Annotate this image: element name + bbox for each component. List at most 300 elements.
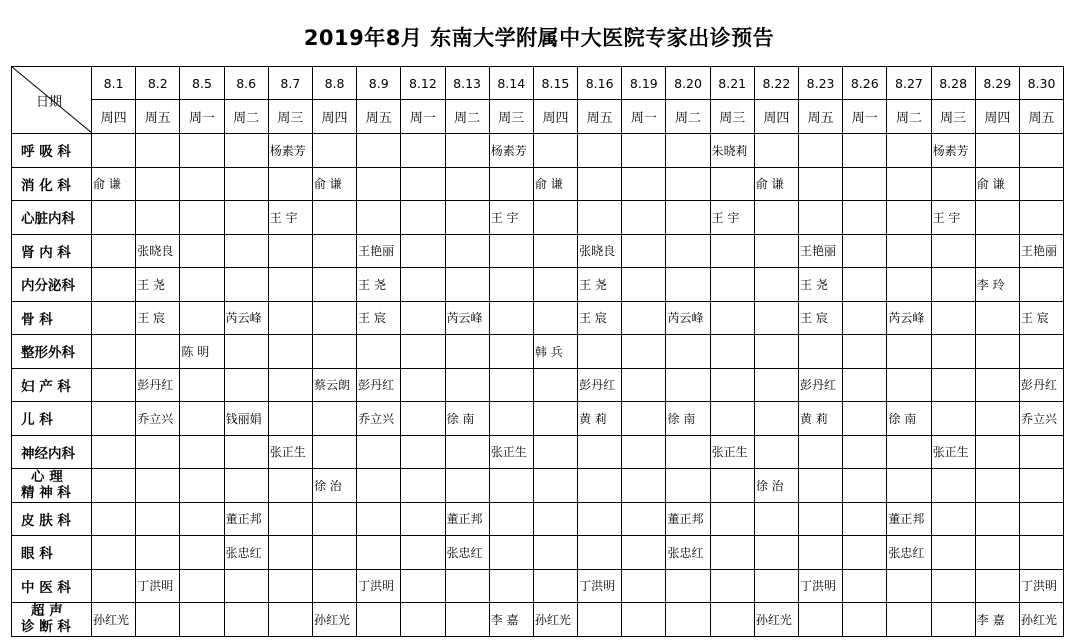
- schedule-cell: [666, 435, 710, 469]
- schedule-cell: [180, 335, 224, 369]
- doctor-name: 俞 谦: [976, 177, 1005, 192]
- department-name: 呼 吸 科: [12, 134, 92, 168]
- schedule-cell: [224, 134, 268, 168]
- schedule-cell: [799, 335, 843, 369]
- date-cell: 8.19: [622, 67, 666, 100]
- schedule-cell: [224, 167, 268, 201]
- schedule-cell: [92, 234, 136, 268]
- schedule-cell: [754, 268, 798, 302]
- schedule-cell: [887, 167, 931, 201]
- schedule-cell: [666, 201, 710, 235]
- schedule-cell: [931, 134, 975, 168]
- schedule-cell: [489, 301, 533, 335]
- schedule-cell: [666, 234, 710, 268]
- schedule-cell: [224, 469, 268, 503]
- schedule-cell: [224, 335, 268, 369]
- schedule-cell: [312, 335, 356, 369]
- doctor-name: 蔡云朗: [313, 378, 350, 393]
- doctor-name: 乔立兴: [1020, 411, 1057, 426]
- schedule-cell: [268, 234, 312, 268]
- schedule-cell: [710, 167, 754, 201]
- schedule-cell: [401, 402, 445, 436]
- schedule-cell: [754, 402, 798, 436]
- schedule-cell: [710, 368, 754, 402]
- doctor-name: 丁洪明: [800, 579, 837, 594]
- date-cell: 8.20: [666, 67, 710, 100]
- doctor-name: 俞 谦: [755, 177, 784, 192]
- weekday-cell: 周五: [799, 100, 843, 134]
- schedule-cell: [578, 536, 622, 570]
- schedule-cell: [357, 502, 401, 536]
- schedule-cell: [578, 368, 622, 402]
- weekday-header-row: [12, 100, 1064, 134]
- schedule-cell: [710, 134, 754, 168]
- doctor-name: 董正邦: [888, 512, 925, 527]
- schedule-cell: [622, 335, 666, 369]
- weekday-cell: 周三: [710, 100, 754, 134]
- schedule-cell: [401, 167, 445, 201]
- schedule-cell: [622, 469, 666, 503]
- schedule-cell: [401, 536, 445, 570]
- schedule-cell: [975, 134, 1019, 168]
- date-cell: 8.13: [445, 67, 489, 100]
- schedule-cell: [931, 167, 975, 201]
- schedule-cell: [754, 502, 798, 536]
- schedule-table: [11, 66, 1064, 637]
- schedule-cell: [136, 301, 180, 335]
- schedule-cell: [931, 469, 975, 503]
- schedule-cell: [754, 301, 798, 335]
- schedule-cell: [622, 536, 666, 570]
- schedule-cell: [754, 368, 798, 402]
- schedule-cell: [754, 569, 798, 603]
- doctor-name: 张忠红: [888, 545, 925, 560]
- schedule-cell: [312, 435, 356, 469]
- weekday-cell: 周三: [931, 100, 975, 134]
- weekday-cell: 周五: [578, 100, 622, 134]
- weekday-cell: 周一: [843, 100, 887, 134]
- schedule-cell: [887, 368, 931, 402]
- doctor-name: 王 尧: [137, 277, 166, 292]
- schedule-cell: [666, 603, 710, 637]
- schedule-cell: [666, 368, 710, 402]
- schedule-cell: [312, 536, 356, 570]
- schedule-cell: [799, 502, 843, 536]
- schedule-cell: [136, 536, 180, 570]
- schedule-cell: [224, 368, 268, 402]
- schedule-cell: [136, 368, 180, 402]
- schedule-cell: [710, 301, 754, 335]
- schedule-cell: [180, 536, 224, 570]
- schedule-cell: [401, 435, 445, 469]
- schedule-cell: [799, 402, 843, 436]
- doctor-name: 王 宇: [490, 210, 519, 225]
- schedule-cell: [401, 134, 445, 168]
- schedule-cell: [931, 402, 975, 436]
- schedule-cell: [887, 201, 931, 235]
- schedule-cell: [975, 536, 1019, 570]
- doctor-name: 徐 南: [446, 411, 475, 426]
- doctor-name: 王 尧: [800, 277, 828, 292]
- schedule-cell: [887, 301, 931, 335]
- schedule-cell: [887, 268, 931, 302]
- schedule-cell: [843, 201, 887, 235]
- schedule-cell: [401, 502, 445, 536]
- doctor-name: 黄 莉: [800, 411, 828, 426]
- schedule-cell: [843, 268, 887, 302]
- schedule-cell: [180, 469, 224, 503]
- doctor-name: 黄 莉: [579, 411, 607, 426]
- schedule-cell: [799, 569, 843, 603]
- doctor-name: 张正生: [269, 445, 306, 460]
- doctor-name: 丁洪明: [1020, 579, 1057, 594]
- schedule-cell: [710, 603, 754, 637]
- schedule-cell: [799, 603, 843, 637]
- schedule-cell: [666, 301, 710, 335]
- date-cell: 8.8: [312, 67, 356, 100]
- department-name: 心脏内科: [12, 201, 92, 235]
- weekday-cell: 周四: [312, 100, 356, 134]
- schedule-cell: [489, 435, 533, 469]
- doctor-name: 徐 南: [888, 411, 917, 426]
- schedule-cell: [622, 368, 666, 402]
- schedule-cell: [533, 603, 577, 637]
- schedule-cell: [312, 201, 356, 235]
- schedule-cell: [180, 201, 224, 235]
- schedule-cell: [445, 167, 489, 201]
- schedule-cell: [799, 368, 843, 402]
- doctor-name: 李 嘉: [490, 612, 519, 627]
- department-name-line: 精 神 科: [21, 485, 71, 502]
- schedule-cell: [799, 167, 843, 201]
- schedule-cell: [931, 268, 975, 302]
- schedule-cell: [312, 234, 356, 268]
- department-name: [12, 603, 92, 637]
- schedule-cell: [180, 134, 224, 168]
- schedule-cell: [533, 268, 577, 302]
- schedule-cell: [931, 502, 975, 536]
- schedule-cell: [533, 134, 577, 168]
- schedule-cell: [489, 134, 533, 168]
- doctor-name: 丁洪明: [579, 579, 616, 594]
- schedule-cell: [445, 502, 489, 536]
- schedule-cell: [578, 402, 622, 436]
- schedule-cell: [710, 335, 754, 369]
- schedule-cell: [136, 201, 180, 235]
- department-name: 内分泌科: [12, 268, 92, 302]
- schedule-cell: [931, 234, 975, 268]
- schedule-cell: [666, 536, 710, 570]
- schedule-cell: [92, 402, 136, 436]
- schedule-cell: [268, 268, 312, 302]
- schedule-cell: [887, 134, 931, 168]
- schedule-cell: [401, 368, 445, 402]
- doctor-name: 孙红光: [93, 612, 130, 627]
- schedule-cell: [312, 301, 356, 335]
- schedule-cell: [710, 402, 754, 436]
- date-cell: 8.29: [975, 67, 1019, 100]
- schedule-cell: [489, 167, 533, 201]
- weekday-cell: 周一: [401, 100, 445, 134]
- schedule-cell: [401, 301, 445, 335]
- date-cell: 8.30: [1019, 67, 1063, 100]
- department-name: 肾 内 科: [12, 234, 92, 268]
- date-cell: 8.21: [710, 67, 754, 100]
- schedule-cell: [578, 268, 622, 302]
- schedule-cell: [180, 502, 224, 536]
- weekday-cell: 周四: [92, 100, 136, 134]
- schedule-cell: [622, 435, 666, 469]
- schedule-cell: [710, 201, 754, 235]
- schedule-cell: [401, 569, 445, 603]
- weekday-cell: 周四: [533, 100, 577, 134]
- doctor-name: 俞 谦: [313, 177, 342, 192]
- doctor-name: 朱晓莉: [711, 143, 748, 158]
- weekday-cell: 周一: [180, 100, 224, 134]
- doctor-name: 王 尧: [579, 277, 607, 292]
- weekday-cell: 周二: [666, 100, 710, 134]
- page-title: 2019年8月 东南大学附属中大医院专家出诊预告: [303, 26, 775, 50]
- date-cell: 8.27: [887, 67, 931, 100]
- doctor-name: 董正邦: [667, 512, 704, 527]
- schedule-cell: [401, 201, 445, 235]
- department-name: 中 医 科: [12, 569, 92, 603]
- schedule-cell: [445, 469, 489, 503]
- schedule-cell: [180, 402, 224, 436]
- schedule-cell: [754, 234, 798, 268]
- schedule-cell: [180, 167, 224, 201]
- schedule-cell: [622, 268, 666, 302]
- schedule-cell: [533, 234, 577, 268]
- schedule-cell: [268, 603, 312, 637]
- schedule-cell: [92, 201, 136, 235]
- doctor-name: 彭丹红: [1020, 378, 1057, 393]
- schedule-cell: [136, 469, 180, 503]
- schedule-cell: [578, 469, 622, 503]
- schedule-cell: [666, 167, 710, 201]
- doctor-name: 芮云峰: [667, 311, 704, 326]
- schedule-cell: [92, 435, 136, 469]
- date-cell: 8.23: [799, 67, 843, 100]
- schedule-cell: [489, 569, 533, 603]
- schedule-cell: [1019, 435, 1063, 469]
- schedule-cell: [224, 301, 268, 335]
- doctor-name: 丁洪明: [137, 579, 174, 594]
- doctor-name: 孙红光: [313, 612, 350, 627]
- doctor-name: 王 宸: [579, 311, 607, 326]
- schedule-cell: [224, 268, 268, 302]
- weekday-cell: 周三: [489, 100, 533, 134]
- schedule-cell: [92, 569, 136, 603]
- doctor-name: 张忠红: [446, 545, 483, 560]
- schedule-cell: [578, 234, 622, 268]
- schedule-cell: [489, 402, 533, 436]
- schedule-cell: [622, 603, 666, 637]
- department-name-line: 超 声: [31, 603, 63, 620]
- schedule-cell: [445, 402, 489, 436]
- schedule-cell: [931, 435, 975, 469]
- schedule-cell: [533, 536, 577, 570]
- schedule-cell: [268, 435, 312, 469]
- doctor-name: 孙红光: [755, 612, 792, 627]
- schedule-cell: [666, 268, 710, 302]
- schedule-cell: [666, 134, 710, 168]
- date-cell: 8.9: [357, 67, 401, 100]
- schedule-cell: [357, 569, 401, 603]
- schedule-cell: [268, 502, 312, 536]
- date-cell: 8.26: [843, 67, 887, 100]
- schedule-cell: [1019, 502, 1063, 536]
- corner-label: 日期: [36, 95, 63, 110]
- schedule-cell: [754, 201, 798, 235]
- schedule-cell: [931, 368, 975, 402]
- department-name-line: 诊 断 科: [21, 619, 71, 636]
- doctor-name: 韩 兵: [534, 344, 563, 359]
- schedule-cell: [1019, 368, 1063, 402]
- department-row: [12, 402, 1064, 436]
- schedule-cell: [401, 234, 445, 268]
- schedule-cell: [1019, 301, 1063, 335]
- schedule-cell: [312, 402, 356, 436]
- weekday-cell: 周二: [224, 100, 268, 134]
- doctor-name: 张正生: [711, 445, 748, 460]
- schedule-cell: [533, 502, 577, 536]
- schedule-cell: [843, 167, 887, 201]
- schedule-cell: [975, 301, 1019, 335]
- schedule-cell: [489, 201, 533, 235]
- department-name: [12, 469, 92, 503]
- schedule-cell: [489, 368, 533, 402]
- schedule-cell: [622, 402, 666, 436]
- schedule-cell: [887, 335, 931, 369]
- schedule-cell: [136, 603, 180, 637]
- schedule-cell: [843, 469, 887, 503]
- schedule-cell: [224, 536, 268, 570]
- schedule-cell: [268, 402, 312, 436]
- doctor-name: 王 宸: [358, 311, 386, 326]
- schedule-cell: [357, 234, 401, 268]
- schedule-cell: [533, 301, 577, 335]
- schedule-cell: [578, 435, 622, 469]
- schedule-cell: [622, 502, 666, 536]
- schedule-cell: [224, 402, 268, 436]
- doctor-name: 董正邦: [225, 512, 262, 527]
- schedule-cell: [754, 335, 798, 369]
- schedule-cell: [710, 435, 754, 469]
- schedule-cell: [445, 435, 489, 469]
- schedule-cell: [975, 402, 1019, 436]
- schedule-cell: [754, 469, 798, 503]
- schedule-cell: [92, 603, 136, 637]
- schedule-cell: [312, 268, 356, 302]
- schedule-cell: [887, 603, 931, 637]
- doctor-name: 徐 南: [667, 411, 696, 426]
- schedule-cell: [710, 502, 754, 536]
- schedule-cell: [92, 167, 136, 201]
- date-cell: 8.7: [268, 67, 312, 100]
- doctor-name: 陈 明: [181, 344, 210, 359]
- schedule-cell: [799, 301, 843, 335]
- schedule-cell: [843, 536, 887, 570]
- doctor-name: 彭丹红: [800, 378, 837, 393]
- schedule-cell: [622, 134, 666, 168]
- schedule-cell: [224, 234, 268, 268]
- schedule-cell: [843, 502, 887, 536]
- schedule-cell: [975, 335, 1019, 369]
- date-cell: 8.12: [401, 67, 445, 100]
- schedule-cell: [533, 335, 577, 369]
- schedule-cell: [445, 536, 489, 570]
- department-name-line: 心 理: [31, 469, 63, 486]
- department-name: 骨 科: [12, 301, 92, 335]
- schedule-cell: [489, 234, 533, 268]
- schedule-cell: [445, 368, 489, 402]
- date-cell: 8.16: [578, 67, 622, 100]
- schedule-cell: [92, 268, 136, 302]
- schedule-cell: [578, 134, 622, 168]
- schedule-cell: [710, 469, 754, 503]
- doctor-name: 王 宸: [800, 311, 828, 326]
- department-name: 眼 科: [12, 536, 92, 570]
- schedule-cell: [799, 536, 843, 570]
- schedule-cell: [1019, 201, 1063, 235]
- schedule-cell: [401, 268, 445, 302]
- schedule-cell: [578, 335, 622, 369]
- schedule-cell: [931, 569, 975, 603]
- schedule-cell: [666, 402, 710, 436]
- department-row: [12, 234, 1064, 268]
- doctor-name: 张忠红: [225, 545, 262, 560]
- doctor-name: 李 玲: [976, 277, 1005, 292]
- schedule-cell: [754, 603, 798, 637]
- weekday-cell: 周五: [357, 100, 401, 134]
- schedule-cell: [975, 569, 1019, 603]
- schedule-cell: [754, 134, 798, 168]
- schedule-cell: [445, 335, 489, 369]
- schedule-cell: [401, 335, 445, 369]
- doctor-name: 王艳丽: [800, 244, 837, 259]
- schedule-cell: [224, 502, 268, 536]
- department-name: 消 化 科: [12, 167, 92, 201]
- department-row: [12, 134, 1064, 168]
- schedule-cell: [710, 234, 754, 268]
- doctor-name: 王艳丽: [358, 244, 395, 259]
- schedule-cell: [887, 469, 931, 503]
- schedule-cell: [1019, 569, 1063, 603]
- doctor-name: 乔立兴: [358, 411, 395, 426]
- schedule-cell: [312, 603, 356, 637]
- schedule-cell: [268, 569, 312, 603]
- schedule-cell: [666, 469, 710, 503]
- schedule-cell: [975, 603, 1019, 637]
- schedule-cell: [489, 536, 533, 570]
- doctor-name: 张晓良: [579, 244, 616, 259]
- weekday-cell: 周四: [754, 100, 798, 134]
- schedule-cell: [710, 536, 754, 570]
- schedule-cell: [357, 301, 401, 335]
- department-row: [12, 335, 1064, 369]
- schedule-cell: [533, 569, 577, 603]
- schedule-cell: [445, 569, 489, 603]
- schedule-cell: [622, 167, 666, 201]
- schedule-cell: [931, 335, 975, 369]
- schedule-cell: [92, 502, 136, 536]
- schedule-cell: [710, 268, 754, 302]
- date-cell: 8.5: [180, 67, 224, 100]
- department-row: [12, 569, 1064, 603]
- weekday-cell: 周三: [268, 100, 312, 134]
- schedule-cell: [578, 603, 622, 637]
